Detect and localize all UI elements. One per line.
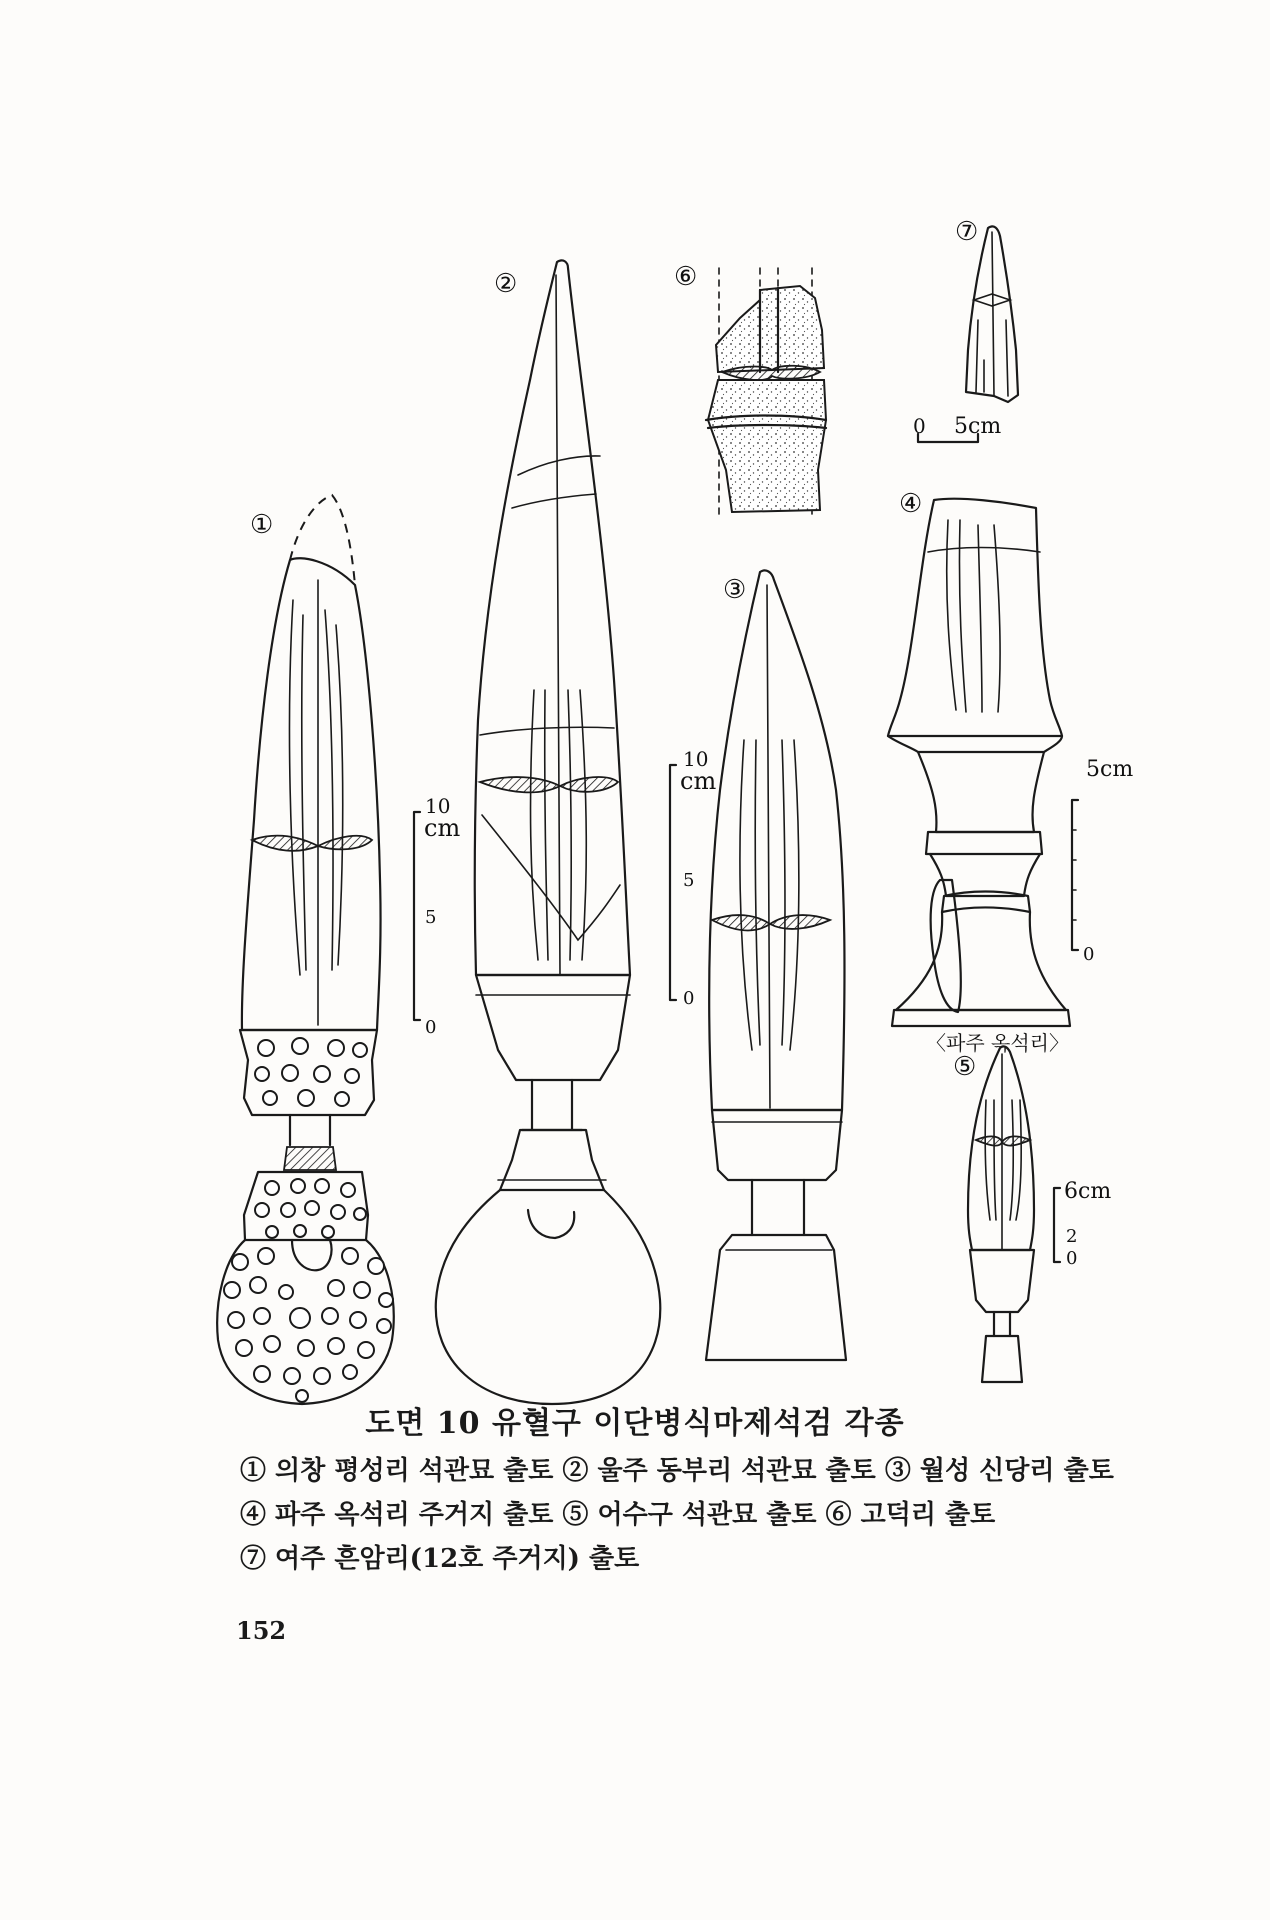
blade-groove-4 [580,690,586,960]
binding-tab [931,880,961,1012]
svg-text:5cm: 5cm [954,414,1002,439]
svg-text:2: 2 [1066,1226,1078,1247]
blade-groove-3 [568,690,571,960]
blade-break-line-2 [512,494,596,508]
blade-break-line-1 [518,456,600,475]
blade-groove-left [289,600,300,975]
svg-text:cm: cm [424,814,461,842]
guard-band [712,1110,842,1180]
dagger-figure-1 [217,495,394,1404]
grip-upper [918,752,1044,832]
grip-waist [752,1180,804,1235]
fragment-midrib [992,232,994,396]
svg-text:10: 10 [425,794,451,818]
figure-label-6: ⑥ [674,262,698,292]
scale-bar-5 [1054,1179,1111,1269]
blade-groove-4 [790,740,799,1050]
dagger-figure-2 [436,260,661,1404]
site-label-fig4: 〈파주 옥석리〉 [926,1031,1069,1055]
figure-label-3: ③ [723,575,747,605]
lower-grip [500,1130,604,1190]
dagger-figure-6 [674,262,826,520]
fragment-lower [708,380,826,512]
blade-midrib [767,585,770,1108]
blade-outline [888,499,1062,736]
blade-cross-section [252,836,372,851]
caption-line-3: ⑦ 여주 흔암리(12호 주거지) 출토 [240,1544,640,1574]
svg-text:0: 0 [913,414,926,438]
fragment-grooves [976,320,1008,396]
blade-groove-3 [782,740,785,1045]
svg-text:cm: cm [680,767,717,795]
lower-grip-dots [255,1179,366,1238]
blade-groove-left-2 [302,615,306,970]
guard [970,1250,1034,1312]
pommel-dots [224,1248,393,1402]
figure-label-7: ⑦ [955,217,979,247]
blade-groove-1 [740,740,752,1050]
grip-ring-1 [926,832,1042,854]
grip-waist-section [284,1147,336,1170]
caption-line-1: ① 의창 평성리 석관묘 출토 ② 울주 동부리 석관묘 출토 ③ 월성 신당리 출토 [240,1456,1114,1486]
svg-text:10: 10 [683,747,709,771]
dagger-figure-5 [953,1046,1034,1382]
pommel-base [892,1010,1070,1026]
caption-title: 도면 10 유혈구 이단병식마제석검 각종 [365,1406,905,1441]
blade-outline [968,1046,1034,1250]
blade-outline [475,260,630,975]
blade-break-line-4 [482,815,620,940]
blade-top-ellipse [928,548,1040,553]
blade-groove-right [325,610,333,970]
dagger-figure-7 [955,217,1018,402]
dagger-figure-3 [706,570,846,1360]
blade-midrib [556,275,560,975]
figure-label-1: ① [250,510,274,540]
pommel-flare [896,912,1066,1010]
guard-band [476,975,630,1080]
page-number: 152 [236,1616,287,1645]
broken-tip-outline [290,495,355,585]
lower-grip [706,1235,846,1360]
grip-waist [994,1312,1010,1336]
svg-text:5cm: 5cm [1086,757,1134,782]
scale-bar-4 [1072,757,1133,965]
fragment-upper [716,286,824,372]
blade-grooves [985,1100,1021,1220]
blade-groove-1 [531,690,538,960]
blade-break-line-3 [480,727,614,735]
blade-outline [242,558,381,1030]
svg-text:0: 0 [1066,1248,1078,1269]
scale-bar-1 [414,794,460,1038]
grip-waist [290,1115,330,1145]
figure-label-2: ② [494,269,518,299]
blade-cross-section [480,777,618,792]
svg-text:5: 5 [425,907,437,928]
svg-text:0: 0 [683,988,695,1009]
blade-groove-right-2 [336,625,343,965]
pommel-notch [292,1240,332,1270]
dagger-figure-4 [888,489,1070,1026]
blade-cross-section [976,1136,1030,1145]
caption-line-2: ④ 파주 옥석리 주거지 출토 ⑤ 어수구 석관묘 출토 ⑥ 고덕리 출토 [240,1500,996,1530]
blade-outline [709,570,844,1110]
upper-grip-dots [255,1038,367,1106]
grip-waist [522,1080,582,1130]
svg-text:0: 0 [425,1017,437,1038]
pommel [982,1336,1022,1382]
scale-bar-7 [913,414,1001,442]
grip-middle [930,854,1040,896]
figure-label-4: ④ [899,489,923,519]
svg-text:5: 5 [683,870,695,891]
svg-text:6cm: 6cm [1064,1179,1112,1204]
pommel-hole [528,1210,574,1238]
svg-text:0: 0 [1083,944,1095,965]
blade-groove-2 [545,690,548,960]
pommel-outline [436,1190,661,1404]
blade-cross-section [712,915,830,930]
blade-shoulder [888,736,1062,752]
blade-groove-2 [755,740,760,1045]
figure-label-5: ⑤ [953,1052,977,1082]
